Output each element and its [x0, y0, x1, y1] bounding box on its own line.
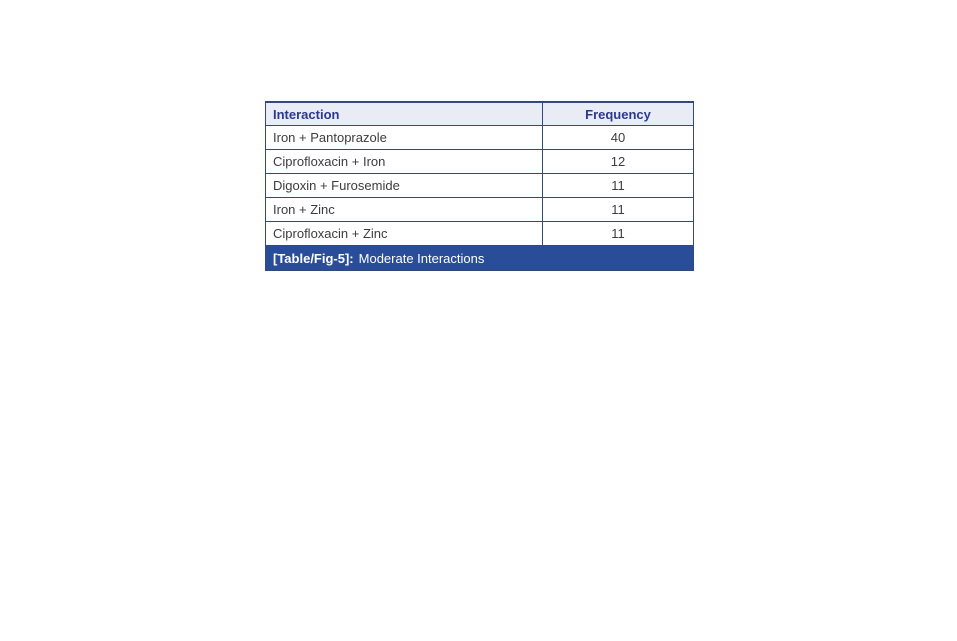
caption-figure-label: [Table/Fig-5]:	[273, 250, 354, 266]
interaction-cell: Iron + Pantoprazole	[266, 126, 543, 149]
frequency-cell: 11	[611, 178, 625, 193]
caption-text: Moderate Interactions	[358, 250, 485, 266]
table-row	[266, 150, 693, 174]
table-row	[266, 174, 693, 198]
table-row	[266, 126, 693, 150]
interaction-cell: Digoxin + Furosemide	[266, 174, 543, 197]
moderate-interactions-table	[265, 101, 694, 271]
frequency-cell: 11	[611, 202, 625, 217]
table-caption	[266, 246, 693, 270]
interaction-cell: Ciprofloxacin + Zinc	[266, 222, 543, 245]
frequency-cell: 11	[611, 226, 625, 241]
interaction-cell: Ciprofloxacin + Iron	[266, 150, 543, 173]
column-header-frequency: Frequency	[585, 106, 651, 122]
interaction-cell: Iron + Zinc	[266, 198, 543, 221]
table-header-row	[266, 103, 693, 126]
column-header-interaction: Interaction	[266, 103, 543, 125]
frequency-cell: 12	[610, 154, 626, 169]
table-row	[266, 198, 693, 222]
frequency-cell: 40	[610, 130, 626, 145]
table-row	[266, 222, 693, 246]
